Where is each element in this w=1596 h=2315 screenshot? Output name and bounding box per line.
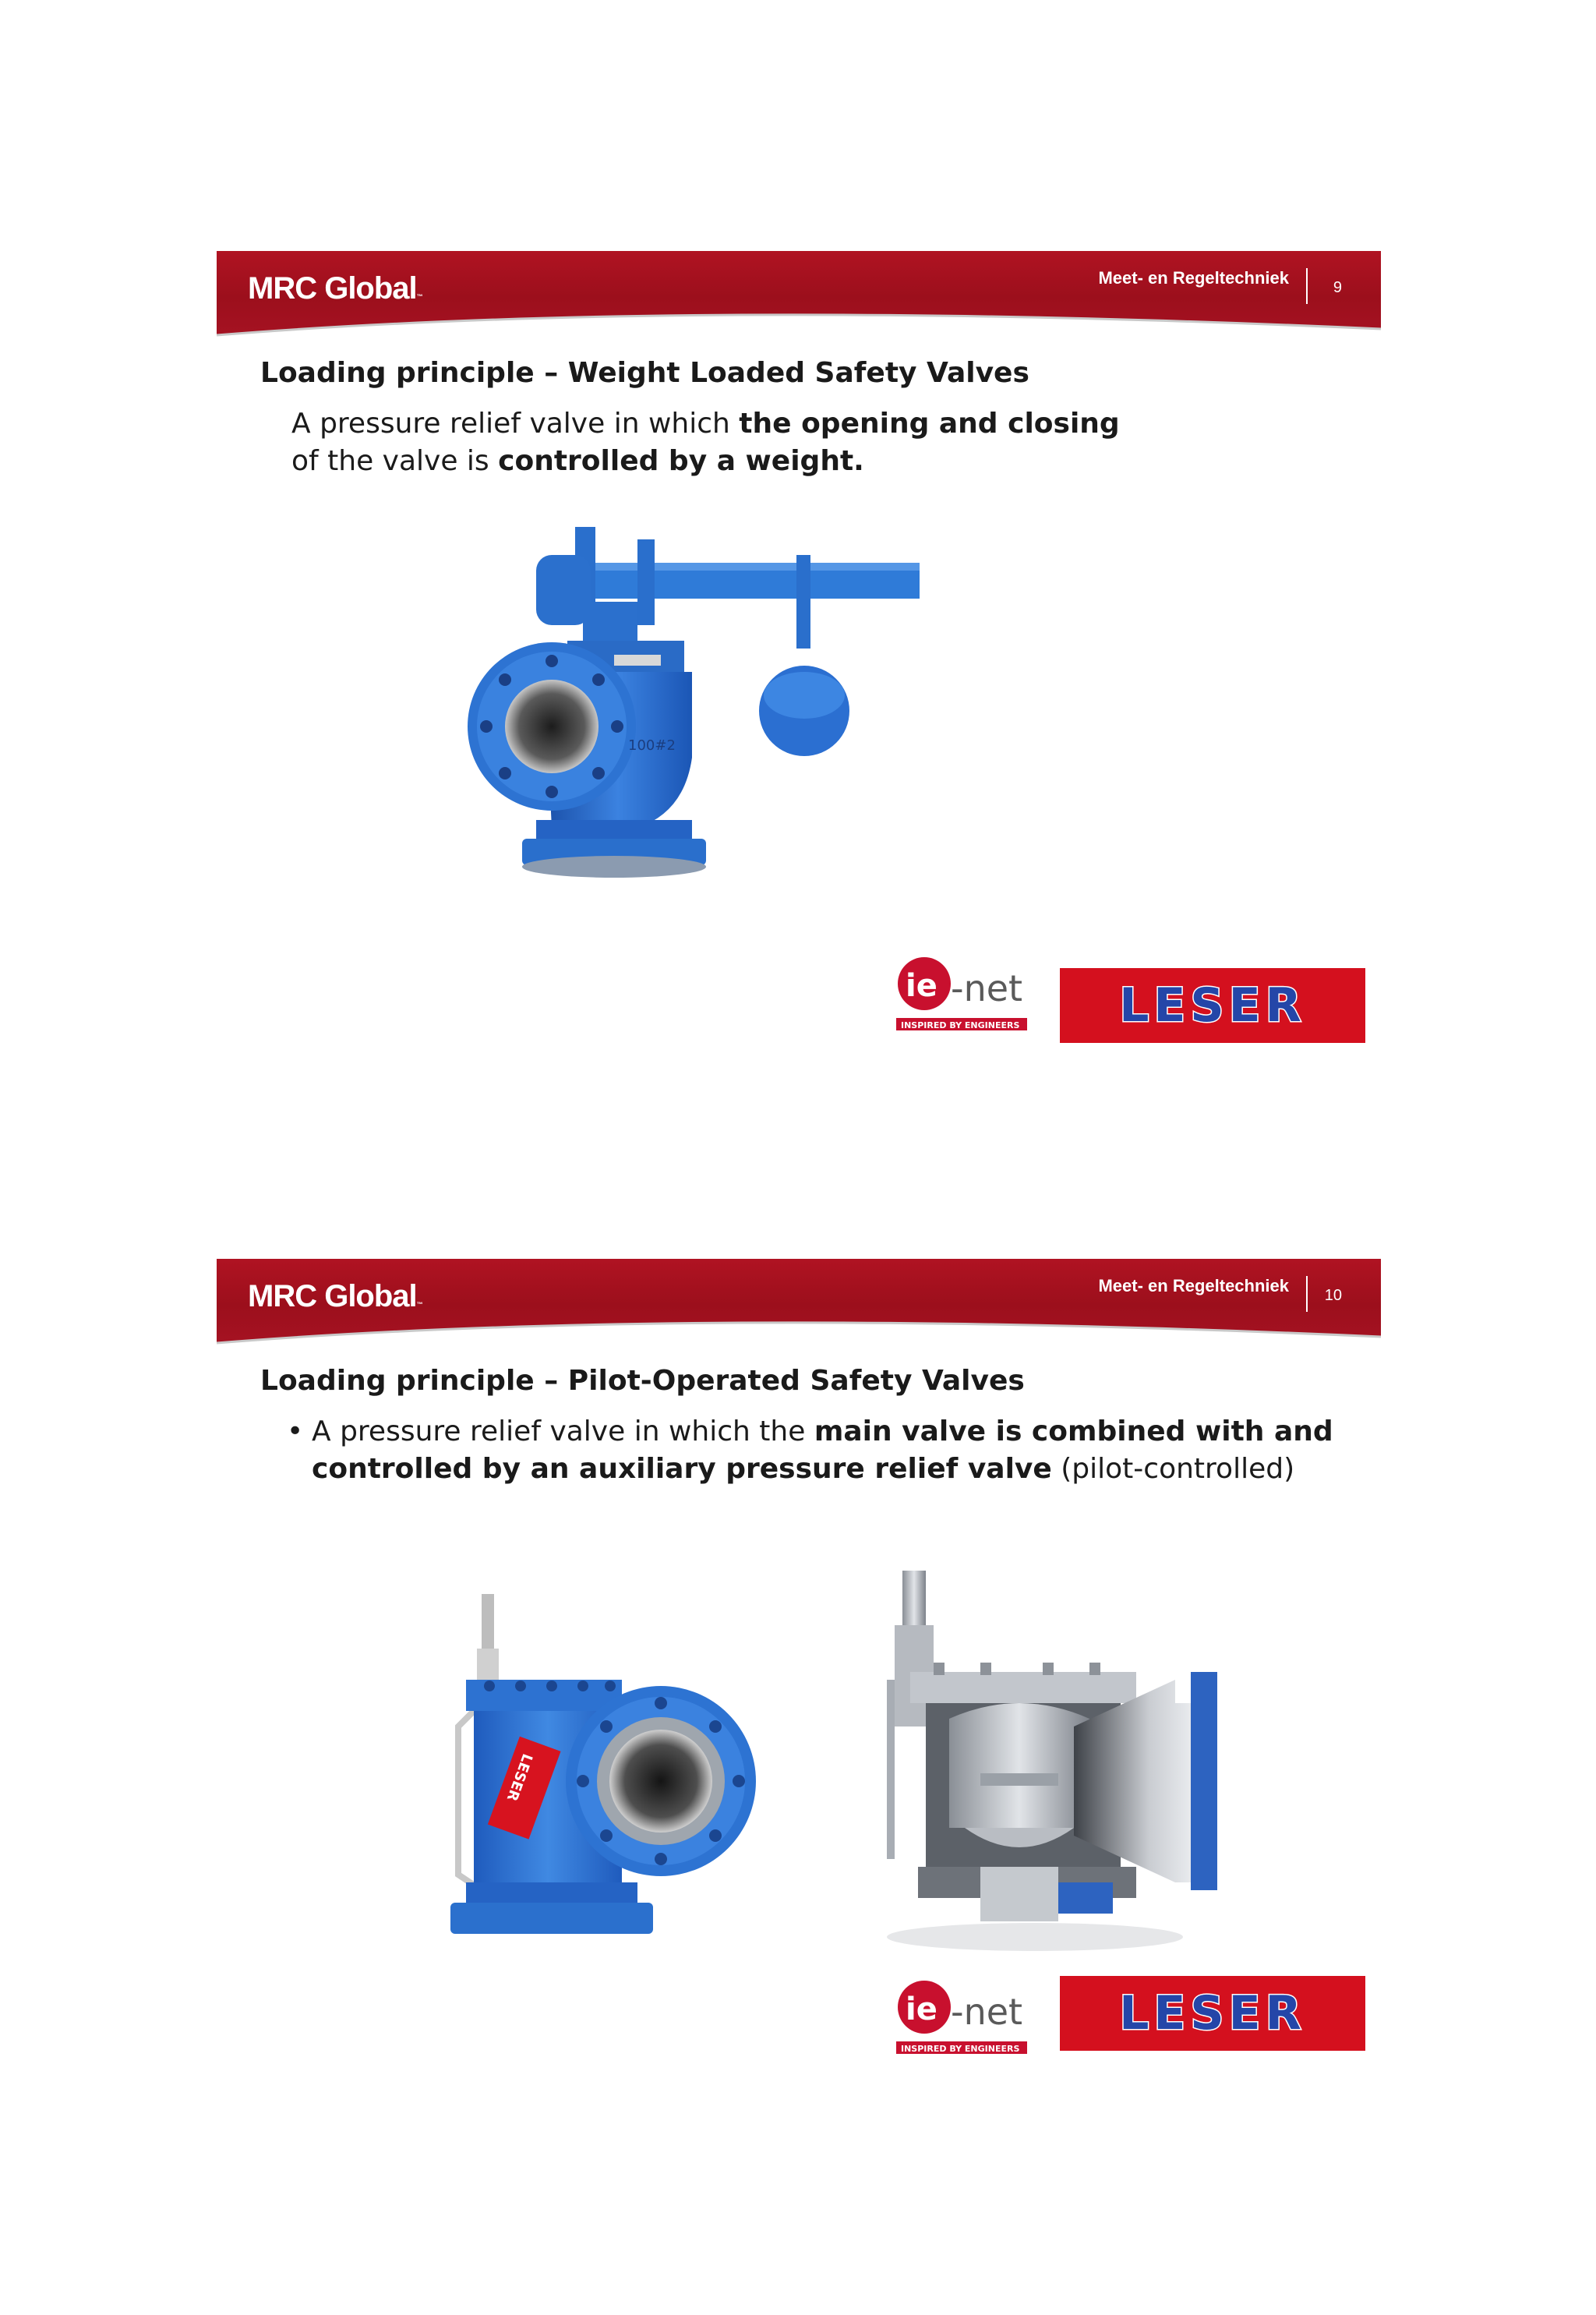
leser-logo: [1060, 968, 1365, 1043]
header-divider: [1306, 268, 1308, 304]
desc-bold: the opening and closing: [739, 408, 1120, 440]
desc-bold: main valve is combined with and controlled by an auxiliary pressure relief valve: [312, 1416, 1333, 1485]
header-swoosh: [217, 301, 1381, 348]
bullet-list: [287, 1413, 1362, 1488]
ienet-ie-text: ie: [906, 1992, 937, 2027]
valve-marking: 100#2: [628, 737, 676, 754]
brand-logo: [248, 271, 423, 306]
brand-tm: ™: [416, 293, 423, 300]
desc-bold: controlled by a weight.: [498, 445, 864, 477]
page-number: 10: [1324, 1287, 1342, 1304]
leser-logo: [1060, 1976, 1365, 2051]
slide-10: [217, 1259, 1381, 2062]
pilot-operated-valve-image: [450, 1594, 762, 1953]
leser-logo-text: LESER: [1119, 1986, 1306, 2041]
ienet-tagline: INSPIRED BY ENGINEERS: [901, 2044, 1020, 2054]
ienet-ie-text: ie: [906, 968, 937, 1004]
desc-text: A pressure relief valve in which: [291, 408, 740, 440]
pilot-valve-cutaway-image: [863, 1571, 1222, 1960]
slide-description: [291, 405, 1149, 480]
leser-logo-text: LESER: [1119, 978, 1306, 1033]
ienet-logo: [895, 1976, 1035, 2062]
desc-text: (pilot-controlled): [1051, 1453, 1295, 1485]
valve-tag-text: LESER: [503, 1751, 536, 1804]
bullet-dot: •: [287, 1416, 304, 1447]
slide-header: [217, 251, 1381, 335]
brand-name: MRC Global: [248, 1279, 417, 1313]
bullet-item: [287, 1413, 1362, 1488]
slide-header: [217, 1259, 1381, 1343]
ienet-logo: [895, 953, 1035, 1038]
brand-tm: ™: [416, 1301, 423, 1308]
ienet-net-text: -net: [951, 1991, 1023, 2033]
slide-9: [217, 251, 1381, 1054]
ienet-net-text: -net: [951, 967, 1023, 1009]
header-divider: [1306, 1276, 1308, 1312]
weight-loaded-valve-image: [458, 516, 926, 898]
slide-title: Loading principle – Weight Loaded Safety Valves: [260, 357, 1029, 389]
desc-text: of the valve is: [291, 445, 499, 477]
brand-logo: [248, 1279, 423, 1314]
department-label: Meet- en Regeltechniek: [1098, 1276, 1289, 1295]
department-label: Meet- en Regeltechniek: [1098, 268, 1289, 288]
ienet-tagline: INSPIRED BY ENGINEERS: [901, 1020, 1020, 1030]
desc-text: A pressure relief valve in which the: [312, 1416, 814, 1447]
brand-name: MRC Global: [248, 271, 417, 306]
slide-title: Loading principle – Pilot-Operated Safety Valves: [260, 1365, 1025, 1397]
header-swoosh: [217, 1309, 1381, 1355]
page-number: 9: [1333, 279, 1342, 296]
